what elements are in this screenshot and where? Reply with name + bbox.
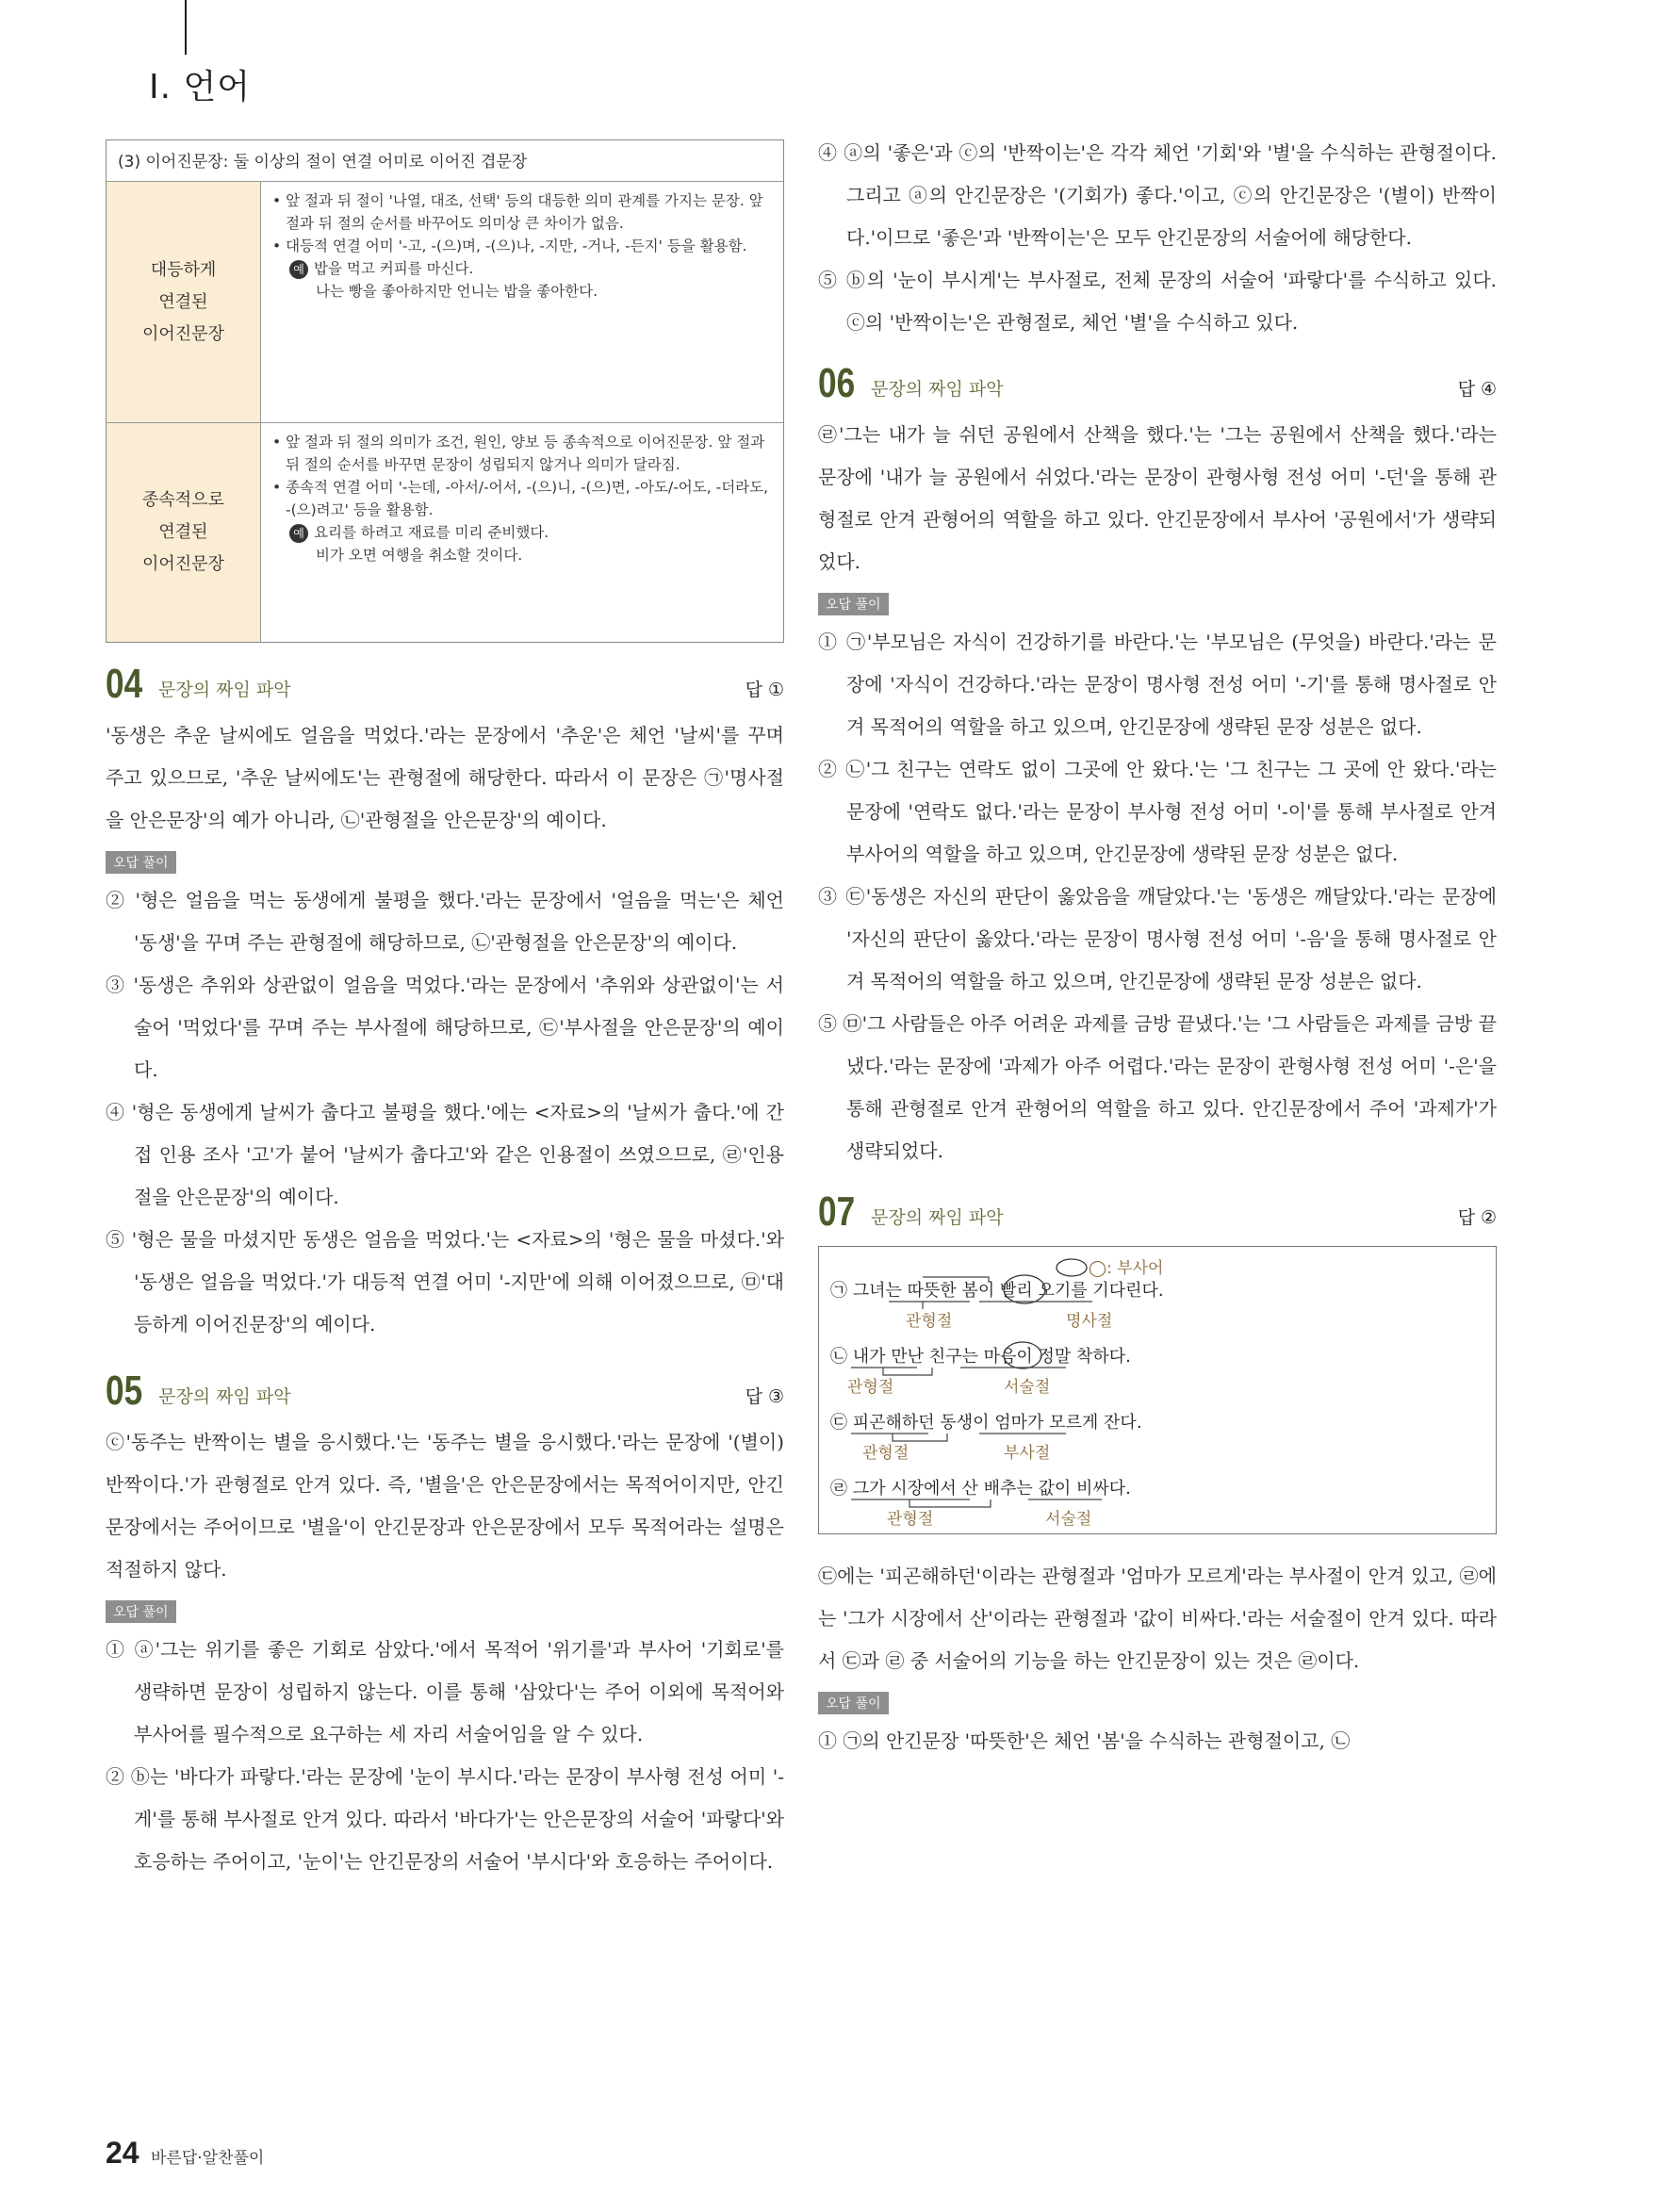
- summary-body: [261, 423, 783, 642]
- choice-explanation: ③ ㉢'동생은 자신의 판단이 옳았음을 깨달았다.'는 '동생은 깨달았다.'라는 문장에 '자신의 판단이 옳았다.'라는 문장이 명사형 전성 어미 '-음'을 통해 명사절로 안겨 목적어의 역할을 하고 있으며, 안긴문장에 생략된 문장 성분은 없다.: [818, 885, 1497, 992]
- unit-title: Ⅰ. 언어: [149, 68, 252, 107]
- choice-explanation: ② ⓑ는 '바다가 파랗다.'라는 문장에 '눈이 부시다.'라는 문장이 부사형 전성 어미 '-게'를 통해 부사절로 안겨 있다. 따라서 '바다가'는 안은문장의 서술어 '파랗다'와 호응하는 주어이고, '눈이'는 안긴문장의 서술어 '부시다'와 호응하는 주어이다.: [106, 1765, 784, 1873]
- summary-example: 비가 오면 여행을 취소할 것이다.: [316, 547, 523, 564]
- summary-heading: (3) 이어진문장: 둘 이상의 절이 연결 어미로 이어진 겹문장: [107, 140, 783, 182]
- section-answer: 답 ④: [1457, 379, 1497, 400]
- clause-label: 서술절: [1004, 1378, 1051, 1397]
- summary-body: [261, 182, 783, 422]
- summary-bullet: • 종속적 연결 어미 '-는데, -아서/-어서, -(으)니, -(으)면, -아도/-어도, -더라도, -(으)려고' 등을 활용함.: [272, 479, 769, 518]
- wrong-answer-tag: 오답 풀이: [106, 851, 176, 874]
- choice-explanation: ① ⓐ'그는 위기를 좋은 기회로 삼았다.'에서 목적어 '위기를'과 부사어 '기회로'를 생략하면 문장이 성립하지 않는다. 이를 통해 '삼았다'는 주어 이외에 목적어와 부사어를 필수적으로 요구하는 세 자리 서술어임을 알 수 있다.: [106, 1638, 784, 1745]
- summary-category: 대등하게 연결된 이어진문장: [107, 182, 261, 422]
- section-answer: 답 ②: [1457, 1207, 1497, 1228]
- section-number: 07: [818, 1188, 856, 1235]
- section-answer: 답 ①: [745, 680, 784, 700]
- diagram-legend: ◯: 부사어: [1089, 1259, 1164, 1278]
- section-number: 06: [818, 360, 856, 406]
- clause-label: 관형절: [887, 1510, 934, 1529]
- choice-explanation: ⑤ ⓑ의 '눈이 부시게'는 부사절로, 전체 문장의 서술어 '파랗다'를 수식하고 있다. ⓒ의 '반짝이는'은 관형절로, 체언 '별'을 수식하고 있다.: [818, 269, 1497, 334]
- diagram-sentence: ㉡ 내가 만난 친구는 마음이 정말 착하다.: [830, 1347, 1131, 1367]
- clause-label: 명사절: [1066, 1312, 1113, 1331]
- summary-example: 예 요리를 하려고 재료를 미리 준비했다.: [272, 521, 772, 544]
- choice-explanation: ④ '형은 동생에게 날씨가 춥다고 불평을 했다.'에는 <자료>의 '날씨가 춥다.'에 간접 인용 조사 '고'가 붙어 '날씨가 춥다고'와 같은 인용절이 쓰였으므로, ㉣'인용절을 안은문장'의 예이다.: [106, 1101, 784, 1208]
- section-number: 05: [106, 1368, 143, 1414]
- book-title: 바른답·알찬풀이: [151, 2149, 265, 2168]
- wrong-answer-tag: 오답 풀이: [818, 593, 889, 615]
- page-number: 24: [106, 2136, 139, 2170]
- diagram-sentence: ㉣ 그가 시장에서 산 배추는 값이 비싸다.: [830, 1479, 1131, 1499]
- choice-explanation: ① ㉠의 안긴문장 '따뜻한'은 체언 '봄'을 수식하는 관형절이고, ㉡: [818, 1729, 1351, 1752]
- modifier-arrow: [909, 1499, 991, 1507]
- choice-explanation: ④ ⓐ의 '좋은'과 ⓒ의 '반짝이는'은 각각 체언 '기회'와 '별'을 수식하는 관형절이다. 그리고 ⓐ의 안긴문장은 '(기회가) 좋다.'이고, ⓒ의 안긴문장은 '(별이) 반짝이다.'이므로 '좋은'과 '반짝이는'은 모두 안긴문장의 서술어에 해당한다.: [818, 141, 1497, 249]
- choice-explanation: ⑤ ㉤'그 사람들은 아주 어려운 과제를 금방 끝냈다.'는 '그 사람들은 과제를 금방 끝냈다.'라는 문장에 '과제가 아주 어렵다.'라는 문장이 관형사형 전성 어미 '-은'을 통해 관형절로 안겨 관형어의 역할을 하고 있다. 안긴문장에서 주어 '과제가'가 생략되었다.: [818, 1012, 1497, 1162]
- example-mark: 예: [289, 524, 308, 543]
- clause-label: 서술절: [1045, 1510, 1092, 1529]
- section-title: 문장의 짜임 파악: [871, 1207, 1004, 1228]
- section-title: 문장의 짜임 파악: [158, 1386, 291, 1407]
- choice-explanation: ① ㉠'부모님은 자식이 건강하기를 바란다.'는 '부모님은 (무엇을) 바란다.'라는 문장에 '자식이 건강하다.'라는 문장이 명사형 전성 어미 '-기'를 통해 명사절로 안겨 목적어의 역할을 하고 있으며, 안긴문장에 생략된 문장 성분은 없다.: [818, 631, 1497, 738]
- section-04-header: [106, 661, 784, 707]
- modifier-arrow: [883, 1368, 932, 1375]
- diagram-sentence: ㉢ 피곤해하던 동생이 엄마가 모르게 잔다.: [830, 1413, 1142, 1433]
- section-answer: 답 ③: [745, 1386, 784, 1407]
- diagram-sentence: ㉠ 그녀는 따뜻한 봄이 빨리 오기를 기다린다.: [830, 1281, 1164, 1301]
- summary-example: 예 밥을 먹고 커피를 마신다.: [272, 257, 772, 280]
- section-title: 문장의 짜임 파악: [158, 680, 291, 700]
- example-mark: 예: [289, 260, 308, 279]
- header-rule: [185, 0, 187, 55]
- left-column: [106, 139, 784, 1883]
- summary-row: [107, 182, 783, 423]
- choice-explanation: ③ '동생은 추위와 상관없이 얼음을 먹었다.'라는 문장에서 '추위와 상관없이'는 서술어 '먹었다'를 꾸며 주는 부사절에 해당하므로, ㉢'부사절을 안은문장'의 예이다.: [106, 974, 784, 1081]
- section-04-explanation: '동생은 추운 날씨에도 얼음을 먹었다.'라는 문장에서 '추운'은 체언 '날씨'를 꾸며 주고 있으므로, '추운 날씨에도'는 관형절에 해당한다. 따라서 이 문장은 ㉠'명사절을 안은문장'의 예가 아니라, ㉡'관형절을 안은문장'의 예이다.: [106, 724, 784, 831]
- choice-explanation: ⑤ '형은 물을 마셨지만 동생은 얼음을 먹었다.'는 <자료>의 '형은 물을 마셨다.'와 '동생은 얼음을 먹었다.'가 대등적 연결 어미 '-지만'에 의해 이어졌으므로, ㉤'대등하게 이어진문장'의 예이다.: [106, 1228, 784, 1335]
- legend-circle-icon: [1057, 1259, 1087, 1276]
- diagram-svg: [819, 1247, 1496, 1533]
- choice-explanation: ② '형은 얼음을 먹는 동생에게 불평을 했다.'라는 문장에서 '얼음을 먹는'은 체언 '동생'을 꾸며 주는 관형절에 해당하므로, ㉡'관형절을 안은문장'의 예이다.: [106, 889, 784, 954]
- section-title: 문장의 짜임 파악: [871, 379, 1004, 400]
- choice-explanation: ② ㉡'그 친구는 연락도 없이 그곳에 안 왔다.'는 '그 친구는 그 곳에 안 왔다.'라는 문장에 '연락도 없다.'라는 문장이 부사형 전성 어미 '-이'를 통해 부사절로 안겨 부사어의 역할을 하고 있으며, 안긴문장에 생략된 문장 성분은 없다.: [818, 758, 1497, 865]
- section-06-explanation: ㉣'그는 내가 늘 쉬던 공원에서 산책을 했다.'는 '그는 공원에서 산책을 했다.'라는 문장에 '내가 늘 공원에서 쉬었다.'라는 문장이 관형사형 전성 어미 '-던'을 통해 관형절로 안겨 관형어의 역할을 하고 있다. 안긴문장에서 부사어 '공원에서'가 생략되었다.: [818, 423, 1497, 573]
- summary-example: 나는 빵을 좋아하지만 언니는 밥을 좋아한다.: [316, 283, 598, 300]
- wrong-answer-tag: 오답 풀이: [818, 1692, 889, 1714]
- section-number: 04: [106, 661, 143, 707]
- section-05-header: [106, 1370, 784, 1412]
- clause-label: 관형절: [862, 1444, 909, 1463]
- summary-bullet: • 앞 절과 뒤 절이 '나열, 대조, 선택' 등의 대등한 의미 관계를 가지는 문장. 앞 절과 뒤 절의 순서를 바꾸어도 의미상 큰 차이가 없음.: [272, 192, 763, 232]
- summary-bullet: • 대등적 연결 어미 '-고, -(으)며, -(으)나, -지만, -거나, -든지' 등을 활용함.: [272, 238, 747, 254]
- summary-row: [107, 423, 783, 642]
- clause-label: 부사절: [1004, 1444, 1051, 1463]
- section-06-header: [818, 360, 1497, 406]
- modifier-arrow: [893, 1434, 947, 1441]
- section-05-explanation: ⓒ'동주는 반짝이는 별을 응시했다.'는 '동주는 별을 응시했다.'라는 문장에 '(별이) 반짝이다.'가 관형절로 안겨 있다. 즉, '별을'은 안은문장에서는 목적어이지만, 안긴문장에서는 주어이므로 '별을'이 안긴문장과 안은문장에서 모두 목적어라는 설명은 적절하지 않다.: [106, 1431, 784, 1581]
- summary-bullet: • 앞 절과 뒤 절의 의미가 조건, 원인, 양보 등 종속적으로 이어진문장. 앞 절과 뒤 절의 순서를 바꾸면 문장이 성립되지 않거나 의미가 달라짐.: [272, 434, 765, 473]
- summary-table: [106, 139, 784, 643]
- summary-category: 종속적으로 연결된 이어진문장: [107, 423, 261, 642]
- section-07-explanation: ㉢에는 '피곤해하던'이라는 관형절과 '엄마가 모르게'라는 부사절이 안겨 있고, ㉣에는 '그가 시장에서 산'이라는 관형절과 '값이 비싸다.'라는 서술절이 안겨 있다. 따라서 ㉢과 ㉣ 중 서술어의 기능을 하는 안긴문장이 있는 것은 ㉣이다.: [818, 1565, 1497, 1672]
- section-07-header: [818, 1188, 1497, 1235]
- clause-label: 관형절: [847, 1378, 894, 1397]
- right-column: [818, 132, 1497, 1762]
- wrong-answer-tag: 오답 풀이: [106, 1600, 176, 1623]
- sentence-structure-diagram: [818, 1246, 1497, 1534]
- clause-label: 관형절: [906, 1312, 953, 1331]
